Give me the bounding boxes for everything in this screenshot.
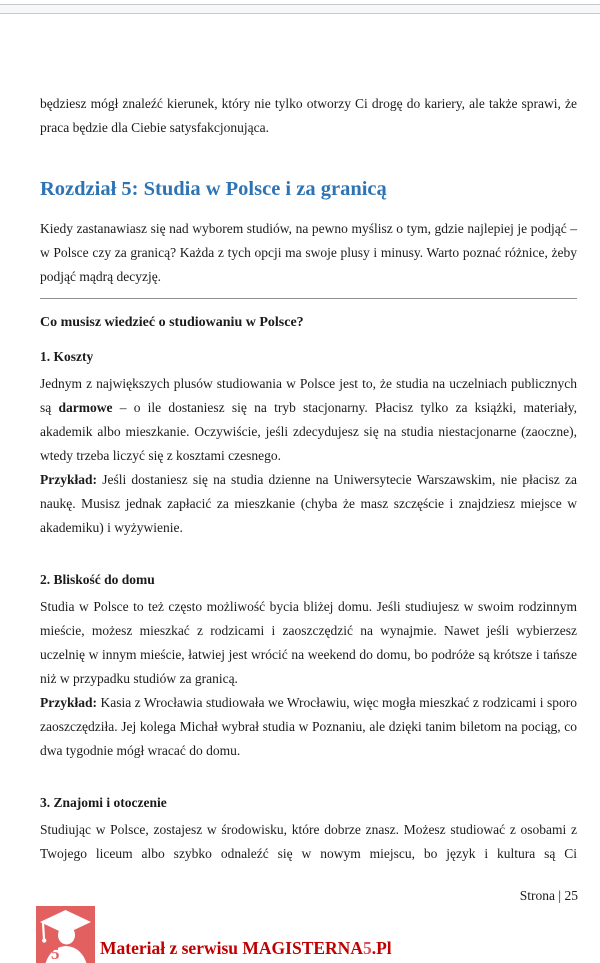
paragraph-text: Jednym z największych plusów studiowania w Polsce jest to, że studia na uczelniach publicznych są xyxy=(40,376,577,415)
section-paragraph-znajomi: Studiując w Polsce, zostajesz w środowisku, które dobrze znasz. Możesz studiować z osobami z Twojego liceum albo szybko odnaleźć się w nowym miejscu, bo język i kultura są Ci xyxy=(40,822,577,861)
example-text: Kasia z Wrocławia studiowała we Wrocławiu, więc mogła mieszkać z rodzicami i sporo zaoszczędziła. Jej kolega Michał wybrał studia w Poznaniu, ale dzięki tanim biletom na pociąg, co dwa tygodnie mógł wracać do domu. xyxy=(40,695,577,758)
section-title-znajomi: 3. Znajomi i otoczenie xyxy=(40,795,167,810)
graduate-logo-icon xyxy=(36,906,95,963)
chapter-heading: Rozdział 5: Studia w Polsce i za granicą xyxy=(40,178,387,200)
logo-number: 5 xyxy=(51,944,60,963)
example-label: Przykład: xyxy=(40,472,97,487)
section-title-koszty: 1. Koszty xyxy=(40,349,94,364)
page-break-strip xyxy=(0,4,600,14)
lead-paragraph: Kiedy zastanawiasz się nad wyborem studiów, na pewno myślisz o tym, gdzie najlepiej je podjąć – w Polsce czy za granicą? Każda z tych opcji ma swoje plusy i minusy. Warto poznać różnice, żeby podjąć mądrą decyzję. xyxy=(40,221,577,284)
paragraph-text: – o ile dostaniesz się na tryb stacjonarny. Płacisz tylko za książki, materiały, akademik albo mieszkanie. Oczywiście, jeśli zdecydujesz się na studia niestacjonarne (zaoczne), wtedy trzeba liczyć się z kosztami czesnego. xyxy=(40,400,578,463)
section-paragraph-bliskosc: Studia w Polsce to też często możliwość bycia bliżej domu. Jeśli studiujesz w swoim rodzinnym mieście, możesz mieszkać z rodzicami i zaoszczędzić na wynajmie. Nawet jeśli wybierzesz uczelnię w innym mieście, łatwiej jest wrócić na weekend do domu, bo podróże są krótsze i tańsze niż w przypadku studiów za granicą. xyxy=(40,599,577,686)
question-heading: Co musisz wiedzieć o studiowaniu w Polsce? xyxy=(40,315,304,330)
brand-suffix: .Pl xyxy=(371,938,392,958)
example-label: Przykład: xyxy=(40,695,97,710)
emphasis-darmowe: darmowe xyxy=(58,400,113,415)
example-text: Jeśli dostaniesz się na studia dzienne na Uniwersytecie Warszawskim, nie płacisz za naukę. Musisz jednak zapłacić za mieszkanie (chyba że masz szczęście i znajdziesz miejsce w akademiku) i wyżywienie. xyxy=(40,472,577,535)
example-paragraph-bliskosc xyxy=(40,691,577,763)
carryover-paragraph: będziesz mógł znaleźć kierunek, który nie tylko otworzy Ci drogę do kariery, ale także sprawi, że praca będzie dla Ciebie satysfakcjonująca. xyxy=(40,96,577,135)
brand-text xyxy=(100,938,392,959)
brand-five: 5 xyxy=(362,938,372,958)
section-paragraph-koszty xyxy=(40,372,577,468)
section-divider xyxy=(40,298,577,299)
page-number: Strona | 25 xyxy=(519,888,578,903)
section-title-bliskosc: 2. Bliskość do domu xyxy=(40,572,155,587)
example-paragraph-koszty xyxy=(40,468,577,540)
page-content xyxy=(0,14,600,866)
brand-prefix: Materiał z serwisu MAGISTERNA xyxy=(100,938,363,958)
